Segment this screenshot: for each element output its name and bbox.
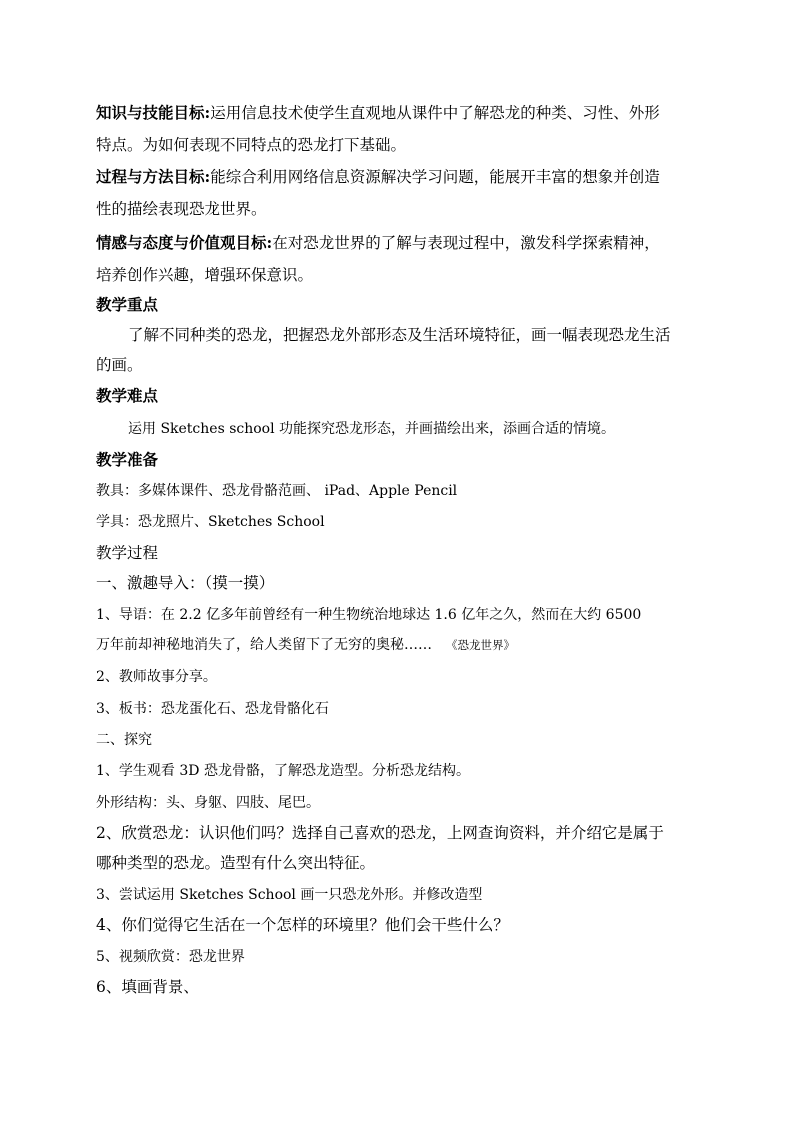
part2-item-4: 4、你们觉得它生活在一个怎样的环境里？他们会干些什么？ (96, 916, 509, 934)
part2-item-1-sub: 外形结构：头、身躯、四肢、尾巴。 (96, 795, 320, 811)
emotion-objective-line-1 (96, 232, 716, 254)
part1-item-3: 3、板书：恐龙蛋化石、恐龙骨骼化石 (96, 701, 329, 717)
part1-title: 一、激趣导入：（摸一摸） (96, 574, 275, 592)
process-heading: 教学过程 (96, 544, 159, 562)
process-objective-text-2: 性的描绘表现恐龙世界。 (96, 200, 267, 218)
part2-item-6: 6、填画背景、 (96, 978, 199, 996)
emotion-objective-text-1: 在对恐龙世界的了解与表现过程中，激发科学探索精神， (272, 234, 660, 252)
emotion-objective-colon: : (266, 233, 273, 252)
citation-dinosaur-world: 《恐龙世界》 (446, 638, 515, 652)
focus-text-2: 的画。 (96, 356, 143, 374)
knowledge-objective-label: 知识与技能目标 (96, 103, 205, 122)
knowledge-objective-text-1: 运用信息技术使学生直观地从课件中了解恐龙的种类、习性、外形 (210, 104, 660, 122)
part2-item-5: 5、视频欣赏：恐龙世界 (96, 949, 245, 965)
part2-item-2-line-2: 哪种类型的恐龙。造型有什么突出特征。 (96, 854, 376, 872)
part1-item-1-text-2: 万年前却神秘地消失了，给人类留下了无穷的奥秘…… (96, 637, 432, 653)
part2-title: 二、探究 (96, 732, 152, 748)
part1-item-1-line-2 (96, 634, 716, 656)
part1-item-2: 2、教师故事分享。 (96, 669, 217, 685)
emotion-objective-label: 情感与态度与价值观目标 (96, 233, 267, 252)
process-objective-label: 过程与方法目标 (96, 167, 205, 186)
part2-item-2-line-1: 2、欣赏恐龙：认识他们吗？选择自己喜欢的恐龙，上网查询资料，并介绍它是属于 (96, 824, 664, 842)
part2-item-3: 3、尝试运用 Sketches School 画一只恐龙外形。并修改造型 (96, 887, 483, 903)
preparation-heading: 教学准备 (96, 450, 159, 469)
difficulty-heading: 教学难点 (96, 386, 159, 405)
knowledge-objective-colon: : (204, 103, 211, 122)
preparation-student: 学具：恐龙照片、Sketches School (96, 514, 325, 530)
process-objective-text-1: 能综合利用网络信息资源解决学习问题，能展开丰富的想象并创造 (210, 168, 660, 186)
emotion-objective-text-2: 培养创作兴趣，增强环保意识。 (96, 266, 314, 284)
part1-item-1-line-1: 1、导语：在 2.2 亿多年前曾经有一种生物统治地球达 1.6 亿年之久，然而在大约 6500 (96, 607, 642, 623)
knowledge-objective-line-1 (96, 102, 716, 124)
part2-item-1: 1、学生观看 3D 恐龙骨骼，了解恐龙造型。分析恐龙结构。 (96, 763, 470, 779)
focus-heading: 教学重点 (96, 295, 159, 314)
difficulty-text: 运用 Sketches school 功能探究恐龙形态，并画描绘出来，添画合适的情境。 (128, 421, 616, 437)
knowledge-objective-text-2: 特点。为如何表现不同特点的恐龙打下基础。 (96, 136, 407, 154)
preparation-teacher: 教具：多媒体课件、恐龙骨骼范画、 iPad、Apple Pencil (96, 483, 458, 499)
focus-text-1: 了解不同种类的恐龙，把握恐龙外部形态及生活环境特征，画一幅表现恐龙生活 (128, 326, 671, 344)
process-objective-line-1 (96, 166, 716, 188)
process-objective-colon: : (204, 167, 211, 186)
